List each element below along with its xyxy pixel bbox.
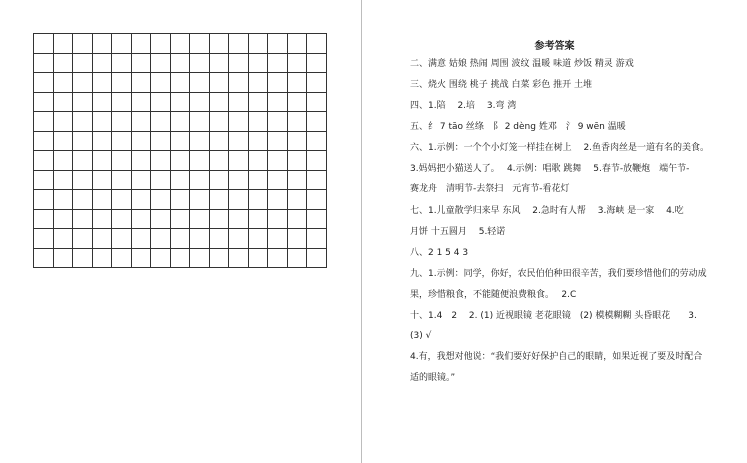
grid-cell (249, 229, 269, 249)
grid-cell (229, 190, 249, 210)
grid-cell (54, 190, 74, 210)
grid-cell (34, 210, 54, 230)
grid-cell (112, 190, 132, 210)
grid-cell (54, 210, 74, 230)
grid-cell (288, 93, 308, 113)
grid-cell (151, 93, 171, 113)
answer-line-7b: 月饼 十五圆月 5.轻诺 (410, 227, 506, 237)
grid-cell (190, 249, 210, 269)
grid-cell (288, 73, 308, 93)
grid-cell (229, 210, 249, 230)
answer-line-6c: 赛龙舟 清明节-去祭扫 元宵节-看花灯 (410, 184, 570, 194)
grid-cell (151, 132, 171, 152)
grid-cell (73, 190, 93, 210)
grid-cell (34, 190, 54, 210)
answer-line-10b: (3) √ (410, 331, 432, 341)
grid-cell (73, 151, 93, 171)
grid-cell (210, 112, 230, 132)
grid-cell (307, 93, 327, 113)
grid-cell (268, 151, 288, 171)
right-page (362, 0, 747, 463)
grid-cell (73, 249, 93, 269)
grid-cell (54, 54, 74, 74)
grid-cell (249, 54, 269, 74)
grid-cell (151, 171, 171, 191)
answer-line-10d: 适的眼镜。” (410, 373, 456, 383)
grid-cell (210, 171, 230, 191)
grid-cell (268, 229, 288, 249)
grid-cell (151, 229, 171, 249)
grid-cell (132, 210, 152, 230)
answer-line-10a: 十、1.4 2 2. (1) 近视眼镜 老花眼镜 (2) 模模糊糊 头昏眼花 3. (410, 311, 697, 321)
grid-cell (93, 229, 113, 249)
answer-line-3: 三、烧火 围绕 桃子 挑战 白菜 彩色 推开 土堆 (410, 80, 593, 90)
grid-cell (151, 210, 171, 230)
grid-cell (151, 112, 171, 132)
grid-cell (171, 171, 191, 191)
grid-cell (190, 34, 210, 54)
grid-cell (307, 190, 327, 210)
grid-cell (171, 210, 191, 230)
left-page (0, 0, 361, 463)
grid-cell (190, 93, 210, 113)
grid-cell (54, 151, 74, 171)
grid-cell (93, 151, 113, 171)
answer-line-6a: 六、1.示例：一个个小灯笼一样挂在树上 2.鱼香肉丝是一道有名的美食。 (410, 143, 710, 153)
grid-cell (249, 249, 269, 269)
answer-line-9b: 果，珍惜粮食，不能随便浪费粮食。 2.C (410, 290, 577, 300)
grid-cell (307, 34, 327, 54)
grid-cell (112, 210, 132, 230)
grid-cell (249, 210, 269, 230)
grid-cell (112, 249, 132, 269)
grid-cell (93, 132, 113, 152)
grid-cell (34, 151, 54, 171)
grid-cell (93, 190, 113, 210)
grid-cell (132, 151, 152, 171)
grid-cell (190, 171, 210, 191)
grid-cell (34, 34, 54, 54)
grid-cell (307, 132, 327, 152)
grid-cell (307, 229, 327, 249)
grid-cell (73, 34, 93, 54)
grid-cell (190, 210, 210, 230)
grid-cell (210, 93, 230, 113)
grid-cell (268, 210, 288, 230)
grid-cell (93, 54, 113, 74)
grid-cell (73, 229, 93, 249)
grid-cell (132, 54, 152, 74)
grid-cell (249, 171, 269, 191)
grid-cell (249, 93, 269, 113)
grid-cell (210, 229, 230, 249)
grid-cell (171, 34, 191, 54)
grid-cell (249, 73, 269, 93)
grid-cell (288, 210, 308, 230)
grid-cell (54, 249, 74, 269)
grid-cell (54, 229, 74, 249)
grid-cell (288, 112, 308, 132)
grid-cell (132, 34, 152, 54)
grid-cell (34, 93, 54, 113)
grid-cell (268, 190, 288, 210)
grid-cell (132, 73, 152, 93)
grid-cell (307, 210, 327, 230)
grid-cell (171, 190, 191, 210)
writing-grid (33, 33, 327, 268)
grid-cell (249, 34, 269, 54)
grid-cell (54, 93, 74, 113)
grid-cell (210, 210, 230, 230)
grid-cell (54, 132, 74, 152)
grid-cell (112, 171, 132, 191)
grid-cell (288, 171, 308, 191)
grid-cell (249, 132, 269, 152)
grid-cell (190, 112, 210, 132)
grid-cell (73, 112, 93, 132)
grid-cell (151, 249, 171, 269)
grid-cell (112, 132, 132, 152)
grid-cell (132, 93, 152, 113)
grid-cell (307, 112, 327, 132)
answer-line-8: 八、2 1 5 4 3 (410, 248, 469, 258)
grid-cell (34, 249, 54, 269)
grid-cell (151, 151, 171, 171)
grid-cell (171, 249, 191, 269)
grid-cell (73, 132, 93, 152)
grid-cell (229, 151, 249, 171)
grid-cell (249, 112, 269, 132)
grid-cell (93, 171, 113, 191)
grid-cell (229, 112, 249, 132)
grid-cell (307, 54, 327, 74)
grid-cell (229, 229, 249, 249)
grid-cell (268, 132, 288, 152)
grid-cell (93, 112, 113, 132)
grid-cell (132, 249, 152, 269)
answer-line-5: 五、纟 7 tāo 丝绦 阝 2 dèng 姓邓 氵 9 wēn 温暖 (410, 122, 626, 132)
grid-cell (93, 249, 113, 269)
grid-cell (288, 229, 308, 249)
grid-cell (112, 93, 132, 113)
grid-cell (171, 132, 191, 152)
grid-cell (54, 171, 74, 191)
grid-cell (268, 73, 288, 93)
grid-cell (34, 229, 54, 249)
grid-cell (190, 54, 210, 74)
grid-cell (229, 34, 249, 54)
grid-cell (112, 73, 132, 93)
grid-cell (151, 34, 171, 54)
page-title: 参考答案 (534, 41, 575, 52)
grid-cell (171, 229, 191, 249)
grid-cell (132, 229, 152, 249)
grid-cell (229, 132, 249, 152)
grid-cell (151, 190, 171, 210)
grid-cell (34, 54, 54, 74)
answer-line-10c: 4.有，我想对他说：“我们要好好保护自己的眼睛，如果近视了要及时配合 (410, 352, 703, 362)
grid-cell (132, 112, 152, 132)
grid-cell (190, 190, 210, 210)
grid-cell (54, 73, 74, 93)
grid-cell (171, 151, 191, 171)
answer-line-6b: 3.妈妈把小猫送人了。 4.示例：唱歌 跳舞 5.春节-放鞭炮 端午节- (410, 164, 690, 174)
grid-cell (229, 171, 249, 191)
grid-cell (73, 54, 93, 74)
grid-cell (34, 132, 54, 152)
grid-cell (73, 210, 93, 230)
grid-cell (268, 34, 288, 54)
grid-cell (93, 93, 113, 113)
answer-line-2: 二、满意 姑娘 热闹 周围 波纹 温暖 味道 炒饭 精灵 游戏 (410, 59, 634, 69)
grid-cell (229, 249, 249, 269)
grid-cell (171, 54, 191, 74)
grid-cell (268, 249, 288, 269)
grid-cell (210, 34, 230, 54)
grid-cell (268, 112, 288, 132)
grid-cell (210, 151, 230, 171)
grid-cell (268, 54, 288, 74)
grid-cell (93, 34, 113, 54)
grid-cell (210, 249, 230, 269)
grid-cell (190, 229, 210, 249)
grid-cell (229, 54, 249, 74)
grid-cell (54, 34, 74, 54)
grid-cell (307, 249, 327, 269)
grid-cell (190, 73, 210, 93)
grid-cell (307, 151, 327, 171)
grid-cell (171, 93, 191, 113)
grid-cell (112, 112, 132, 132)
grid-cell (229, 73, 249, 93)
grid-cell (268, 93, 288, 113)
answer-line-7a: 七、1.儿童散学归来早 东风 2.急时有人帮 3.海峡 是一家 4.吃 (410, 206, 684, 216)
grid-cell (210, 132, 230, 152)
grid-cell (34, 112, 54, 132)
grid-cell (54, 112, 74, 132)
grid-cell (34, 171, 54, 191)
grid-cell (151, 73, 171, 93)
grid-cell (288, 249, 308, 269)
grid-cell (210, 73, 230, 93)
answer-line-4: 四、1.陪 2.培 3.弯 湾 (410, 101, 517, 111)
grid-cell (288, 132, 308, 152)
grid-cell (112, 54, 132, 74)
grid-cell (171, 112, 191, 132)
grid-cell (249, 151, 269, 171)
grid-cell (288, 190, 308, 210)
grid-cell (132, 171, 152, 191)
grid-cell (288, 54, 308, 74)
grid-cell (210, 190, 230, 210)
grid-cell (73, 73, 93, 93)
grid-cell (288, 34, 308, 54)
grid-cell (112, 151, 132, 171)
grid-cell (190, 132, 210, 152)
grid-cell (190, 151, 210, 171)
grid-cell (132, 132, 152, 152)
grid-cell (93, 73, 113, 93)
grid-cell (268, 171, 288, 191)
answer-line-9a: 九、1.示例：同学，你好，农民伯伯种田很辛苦，我们要珍惜他们的劳动成 (410, 269, 707, 279)
grid-cell (34, 73, 54, 93)
grid-cell (73, 93, 93, 113)
grid-cell (229, 93, 249, 113)
grid-cell (249, 190, 269, 210)
grid-cell (93, 210, 113, 230)
grid-cell (307, 171, 327, 191)
grid-cell (112, 34, 132, 54)
grid-cell (73, 171, 93, 191)
grid-cell (307, 73, 327, 93)
grid-cell (112, 229, 132, 249)
grid-cell (132, 190, 152, 210)
grid-cell (210, 54, 230, 74)
grid-cell (171, 73, 191, 93)
grid-cell (288, 151, 308, 171)
grid-cell (151, 54, 171, 74)
